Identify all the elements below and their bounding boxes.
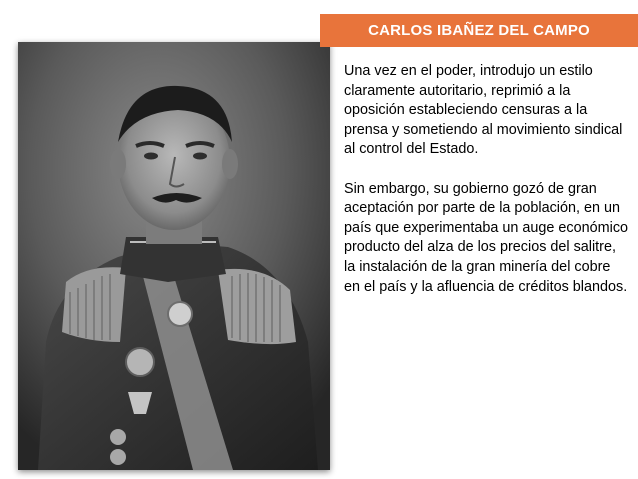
slide-title: CARLOS IBAÑEZ DEL CAMPO — [320, 14, 638, 47]
paragraph-1: Una vez en el poder, introdujo un estilo claramente autoritario, reprimió a la oposición estableciendo censuras a la prensa y sometiendo al movimiento sindical al control del Estado. — [344, 63, 623, 158]
portrait-photo — [18, 42, 330, 470]
body-text — [344, 62, 630, 317]
paragraph-2: Sin embargo, su gobierno gozó de gran aceptación por parte de la población, en un país que experimentaba un auge económico producto del alza de los precios del salitre, la instalación de la gran minería del cobre en el país y la afluencia de créditos blandos. — [344, 180, 629, 295]
